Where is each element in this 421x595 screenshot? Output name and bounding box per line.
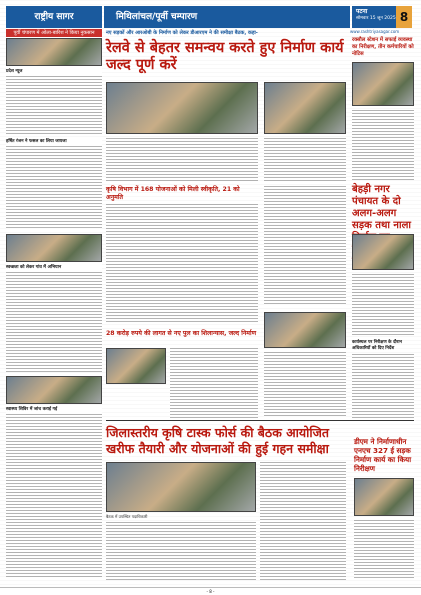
middle-photo <box>264 312 346 348</box>
story-3-headline: बेहड़ी नगर पंचायत के दो अलग-अलग सड़क तथा नाला <box>352 184 411 231</box>
bottom-para-2 <box>106 522 256 580</box>
left-column <box>6 38 102 588</box>
edition-title: मिथिलांचल/पूर्वी चम्पारण <box>104 6 350 28</box>
right-kicker: रक्सौल स्टेशन में सफाई व्यवस्था का निरीक्षण, तीन कर्मचारियों को नोटिस <box>352 37 414 57</box>
left-headline-3: स्वास्थ्य शिविर में जांच कराई गई <box>6 406 102 413</box>
story-4-photo <box>106 348 166 384</box>
lead-photo <box>106 82 258 134</box>
side-photo <box>264 82 346 134</box>
bottom-para-1 <box>260 462 346 580</box>
left-photo-2 <box>6 234 102 262</box>
website: www.rashtriyasagar.com <box>350 29 400 34</box>
bottom-divider <box>106 420 414 421</box>
bottom-photo-caption: बैठक में उपस्थित पदाधिकारी <box>106 514 148 519</box>
story-4-headline: 28 करोड़ रुपये की लागत से नए पुल का शिलान्यास, जल्द निर्माण <box>106 330 257 337</box>
main-para-2 <box>264 138 346 182</box>
bottom-right-photo <box>354 478 414 516</box>
left-photo-3 <box>6 376 102 404</box>
bottom-right-headline: डीएम ने निर्माणाधीन एनएच 327 ई सड़क निर्माण कार्य का किया निरीक्षण <box>354 437 412 473</box>
left-headline-1: हर्षित रंजन ने फसल का लिया जायजा <box>6 138 102 145</box>
main-para-1 <box>106 138 258 182</box>
city: पटना <box>356 8 368 15</box>
left-para-4 <box>6 414 102 578</box>
bottom-photo <box>106 462 256 512</box>
page-number: 8 <box>396 6 412 28</box>
bottom-right-para <box>354 520 414 580</box>
bottom-headline: जिलास्तरीय कृषि टास्क फोर्स की बैठक आयोजित खरीफ तैयारी और योजनाओं की हुई गहन समीक्षा <box>106 425 330 456</box>
left-top-caption: पूर्वी चंपारण में ओला-बारिश ने किया नुकसान <box>6 29 102 37</box>
story-2-para <box>106 204 258 324</box>
left-para-3 <box>6 272 102 372</box>
lead-kicker: नए सड़कों और आरओबी के निर्माण को लेकर डीआरएम ने की समीक्षा बैठक, कहा- <box>106 30 258 36</box>
right-para-1 <box>352 110 414 180</box>
left-section-label: प्रदेश न्यूज <box>6 68 102 75</box>
story-5-para <box>352 354 414 420</box>
story-3-photo <box>352 234 414 270</box>
lead-headline: रेलवे से बेहतर समन्वय करते हुए निर्माण कार्य जल्द पूर्ण करें <box>106 40 344 73</box>
middle-para <box>264 186 346 306</box>
left-para-1 <box>6 76 102 136</box>
date: सोमवार 15 जून 2025 <box>356 16 396 21</box>
story-2-headline: कृषि विभाग में 168 योजनाओं को मिली स्वीकृति, 21 को अनुमति <box>106 186 240 201</box>
story-4-para <box>170 348 258 418</box>
left-photo-1 <box>6 38 102 66</box>
right-photo <box>352 62 414 106</box>
left-headline-2: स्वच्छता को लेकर गांव में अभियान <box>6 264 102 271</box>
page-footer: - 8 - <box>0 587 421 595</box>
date-box <box>352 6 412 28</box>
story-5-headline: कार्यस्थल पर निरीक्षण के दौरान अधिकारियों को दिए निर्देश <box>352 340 402 351</box>
paper-name: राष्ट्रीय सागर <box>6 6 102 28</box>
story-3-para <box>352 274 414 336</box>
main-column <box>106 30 414 590</box>
left-para-2 <box>6 146 102 230</box>
middle-para-2 <box>264 352 346 418</box>
